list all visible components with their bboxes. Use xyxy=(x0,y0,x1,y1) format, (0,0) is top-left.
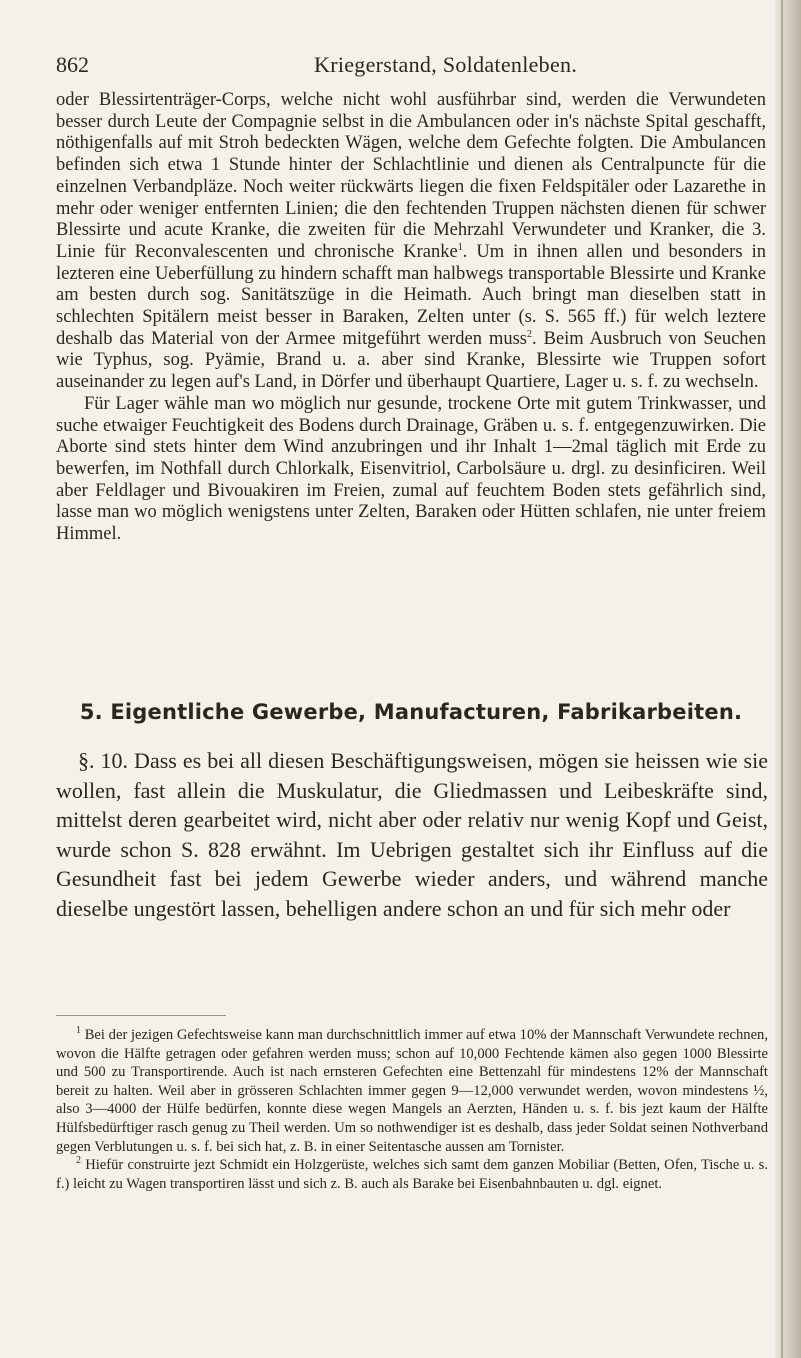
paragraph xyxy=(56,90,766,394)
section-text xyxy=(56,746,768,924)
footnote-divider xyxy=(56,1015,226,1016)
footnotes xyxy=(56,1026,768,1193)
paragraph: Für Lager wähle man wo möglich nur gesunde, trockene Orte mit gutem Trinkwasser, und suche etwaiger Feuchtigkeit des Bodens durch Drainage, Gräben u. s. f. entgegenzuwirken. Die Aborte sind stets hinter dem Wind anzubringen und ihr Inhalt 1—2mal täglich mit Erde zu bewerfen, im Nothfall durch Chlorkalk, Eisenvitriol, Carbolsäure u. drgl. zu desinficiren. Weil aber Feldlager und Bivouakiren im Freien, zumal auf feuchtem Boden stets gefährlich sind, lasse man wo möglich wenigstens unter Zelten, Baraken oder Hütten schlafen, nie unter freiem Himmel. xyxy=(56,393,766,545)
gutter-line xyxy=(781,0,783,1358)
footnote-ref[interactable]: 1 xyxy=(457,241,463,253)
paragraph: §. 10. Dass es bei all diesen Beschäftigungsweisen, mögen sie heissen wie sie wollen, fast allein die Muskulatur, die Gliedmassen und Leibeskräfte sind, mittelst deren gearbeitet wird, nicht aber oder relativ nur wenig Kopf und Geist, wurde schon S. 828 erwähnt. Im Uebrigen gestaltet sich ihr Einfluss auf die Gesundheit fast bei jedem Gewerbe wieder anders, und während manche dieselbe ungestört lassen, behelligen andere schon an und für sich mehr oder xyxy=(56,748,768,921)
footnote-marker: 2 xyxy=(76,1155,81,1167)
running-title: Kriegerstand, Soldatenleben. xyxy=(314,52,578,77)
paragraph-text: . Um in ihnen allen und besonders in lezteren eine Ueberfüllung zu hindern schafft man halbwegs transportable Blessirte und Kranke am besten durch sog. Sanitätszüge in die Heimath. Auch bringt man dieselben statt in schlechten Spitälern meist besser in Baraken, Zelten unter (s. S. 565 ff.) für welch leztere deshalb das Material von der Armee mitgeführt werden muss xyxy=(56,241,766,349)
footnote-ref[interactable]: 2 xyxy=(527,328,532,340)
running-header xyxy=(56,52,768,82)
footnote-text: Bei der jezigen Gefechtsweise kann man durchschnittlich immer auf etwa 10% der Mannschaft Verwundete rechnen, wovon die Hälfte getragen oder gefahren werden muss; schon auf 10,000 Fechtende kämen also gegen 1000 Blessirte und 500 zu Transportirende. Auch ist nach ernsteren Gefechten eine Bettenzahl für mindestens 12% der Mannschaft bereit zu halten. Weil aber in grösseren Schlachten immer gegen 9—12,000 verwundet werden, wovon mindestens ½, also 3—4000 der Hülfe bedürfen, konnte diese wegen Mangels an Aerzten, Händen u. s. f. bis jezt kaum der Hälfte Hülfsbedürftiger rasch genug zu Theil werden. Um so nothwendiger ist es deshalb, dass jeder Soldat seinen Nothverband gegen Verblutungen u. s. f. bei sich hat, z. B. in einer Seitentasche aussen am Tornister. xyxy=(56,1027,768,1155)
page-number: 862 xyxy=(56,52,89,77)
footnote-text: Hiefür construirte jezt Schmidt ein Holzgerüste, welches sich samt dem ganzen Mobiliar (Betten, Ofen, Tische u. s. f.) leicht zu Wagen transportiren lässt und sich z. B. auch als Barake bei Eisenbahnbauten u. dgl. eignet. xyxy=(56,1157,768,1192)
footnote-marker: 1 xyxy=(76,1025,81,1037)
section-heading: 5. Eigentliche Gewerbe, Manufacturen, Fabrikarbeiten. xyxy=(79,700,743,724)
main-text xyxy=(56,90,766,546)
footnote xyxy=(56,1026,768,1156)
page-edge-shadow xyxy=(775,0,801,1358)
paragraph-text: oder Blessirtenträger-Corps, welche nicht wohl ausführbar sind, werden die Verwundeten besser durch Leute der Compagnie selbst in die Ambulancen oder in's nächste Spital geschafft, nöthigenfalls auf mit Stroh bedeckten Wägen, welche dem Gefechte folgten. Die Ambulancen befinden sich etwa 1 Stunde hinter der Schlachtlinie und dienen als Centralpuncte für die einzelnen Verbandpläze. Noch weiter rückwärts liegen die fixen Feldspitäler oder Lazarethe in mehr oder weniger entfernten Linien; die den fechtenden Truppen nächsten dienen für schwer Blessirte und acute Kranke, die zweiten für die Mehrzahl Verwundeter und Kranker, die 3. Linie für Reconvalescenten und chronische Kranke xyxy=(56,90,766,262)
footnote xyxy=(56,1156,768,1193)
paragraph-text: . Beim Ausbruch von Seuchen wie Typhus, sog. Pyämie, Brand u. a. aber sind Kranke, Blessirte wie Truppen sofort auseinander zu legen auf's Land, in Dörfer und überhaupt Quartiere, Lager u. s. f. zu wechseln. xyxy=(56,328,766,393)
